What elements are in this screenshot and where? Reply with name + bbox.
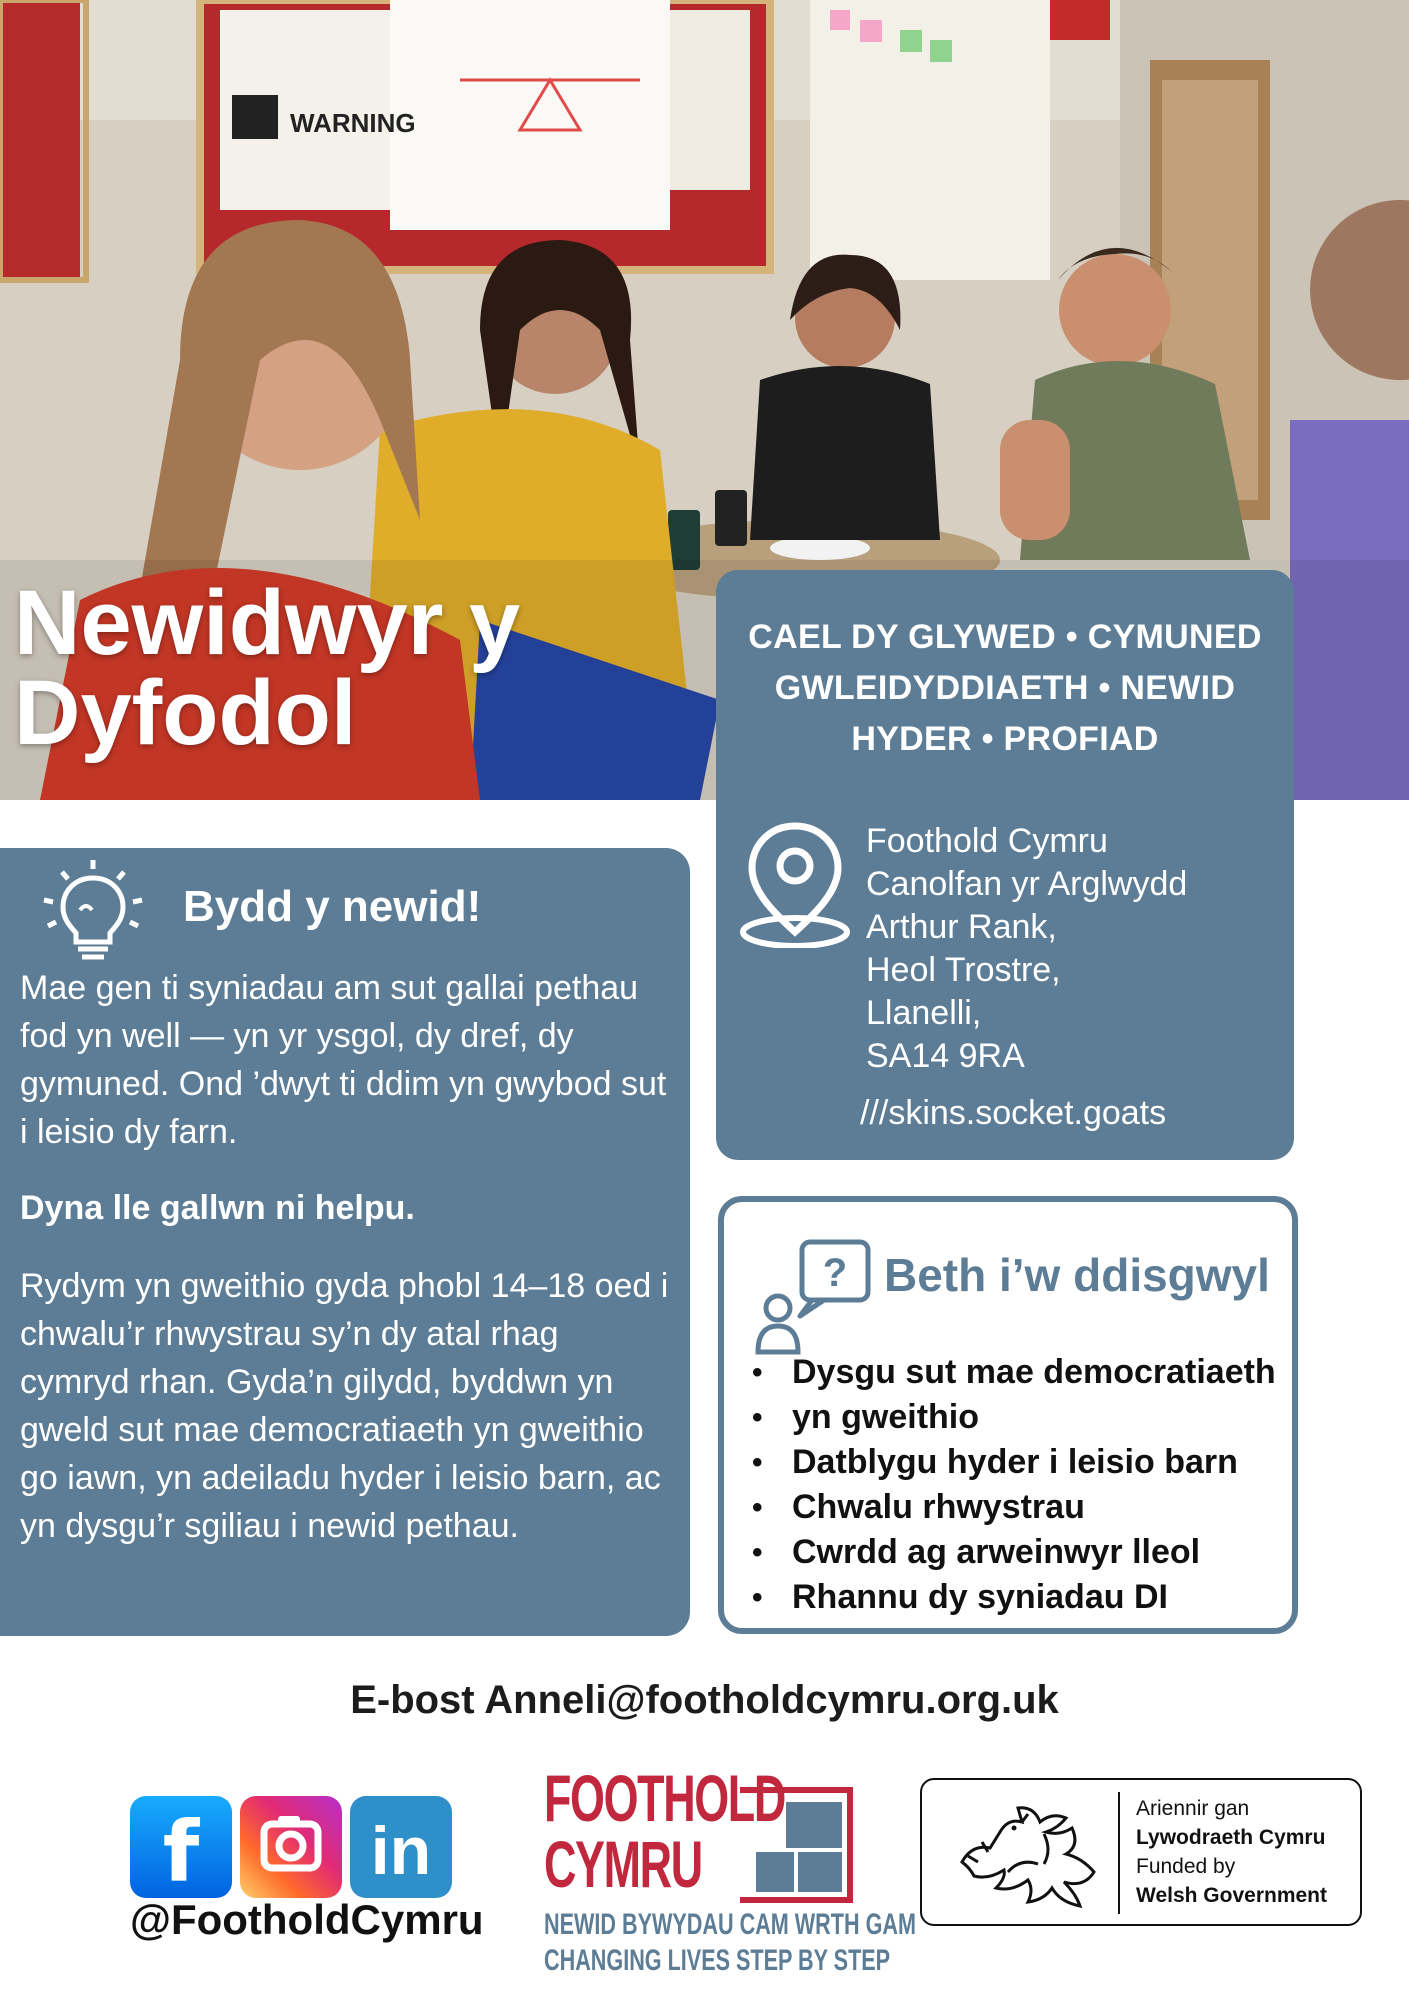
address-line: Canolfan yr Arglwydd bbox=[866, 865, 1188, 903]
address-line: Foothold Cymru bbox=[866, 822, 1108, 860]
funding-line-2: Lywodraeth Cymru bbox=[1136, 1826, 1326, 1849]
info-heading: Bydd y newid! bbox=[183, 882, 482, 931]
funding-line-1: Ariennir gan bbox=[1136, 1797, 1250, 1820]
what3words-address[interactable]: ///skins.socket.goats bbox=[860, 1094, 1167, 1132]
info-paragraph-2 bbox=[20, 1184, 670, 1232]
logo-tagline-welsh: NEWID BYWYDAU CAM WRTH GAM bbox=[544, 1908, 916, 1941]
contact-email[interactable]: E-bost Anneli@footholdcymru.org.uk bbox=[350, 1678, 1059, 1722]
info-panel bbox=[0, 848, 690, 1636]
linkedin-glyph: in bbox=[370, 1813, 432, 1889]
list-item: • Cwrdd ag arweinwyr lleol bbox=[748, 1530, 1276, 1575]
list-item: • yn gweithio bbox=[748, 1395, 1276, 1440]
funding-statement bbox=[1136, 1794, 1327, 1910]
tagline-line-1: CAEL DY GLYWED • CYMUNED bbox=[748, 618, 1262, 656]
expect-list bbox=[748, 1350, 1276, 1620]
address-line: Heol Trostre, bbox=[866, 951, 1061, 989]
svg-text:WARNING: WARNING bbox=[290, 108, 416, 138]
list-item: • Rhannu dy syniadau DI bbox=[748, 1575, 1276, 1620]
logo-tagline-english: CHANGING LIVES STEP BY STEP bbox=[544, 1944, 891, 1977]
foothold-cymru-logo bbox=[544, 1760, 916, 1990]
logo-line-2: CYMRU bbox=[544, 1827, 702, 1901]
list-item: • Datblygu hyder i leisio barn bbox=[748, 1440, 1276, 1485]
facebook-glyph: f bbox=[162, 1803, 200, 1901]
welsh-dragon-icon bbox=[948, 1792, 1108, 1916]
question-person-icon bbox=[754, 1238, 874, 1358]
tagline bbox=[716, 612, 1294, 765]
address-block bbox=[866, 820, 1187, 1078]
address-line: Arthur Rank, bbox=[866, 908, 1057, 946]
linkedin-icon[interactable] bbox=[350, 1796, 452, 1898]
logo-step-graphic bbox=[740, 1782, 864, 1906]
tagline-address-panel bbox=[716, 570, 1294, 1160]
logo-line-1: FOOTHOLD bbox=[544, 1761, 785, 1835]
welsh-government-logo bbox=[920, 1778, 1362, 1926]
facebook-icon[interactable] bbox=[130, 1796, 232, 1901]
tagline-line-2: GWLEIDYDDIAETH • NEWID bbox=[774, 669, 1236, 707]
page-title bbox=[14, 572, 521, 764]
location-pin-icon bbox=[736, 818, 854, 948]
list-item: • Dysgu sut mae democratiaeth bbox=[748, 1350, 1276, 1395]
info-paragraph-3: Rydym yn gweithio gyda phobl 14–18 oed i chwalu’r rhwystrau sy’n dy atal rhag cymryd rhan. Gyda’n gilydd, byddwn yn gweld sut mae democratiaeth yn gweithio go iawn, yn adeiladu hyder i leisio barn, ac yn dysgu’r sgiliau i newid pethau. bbox=[20, 1267, 669, 1545]
info-paragraph-1: Mae gen ti syniadau am sut gallai pethau fod yn well — yn yr ysgol, dy dref, dy gymuned. Ond ’dwyt ti ddim yn gwybod sut i leisio dy farn. bbox=[20, 969, 667, 1151]
svg-text:?: ? bbox=[822, 1251, 848, 1295]
info-paragraph-2-bold: Dyna lle gallwn ni helpu. bbox=[20, 1189, 415, 1227]
logo-divider bbox=[1118, 1792, 1120, 1914]
funding-line-4: Welsh Government bbox=[1136, 1884, 1327, 1907]
funding-line-3: Funded by bbox=[1136, 1855, 1236, 1878]
address-line: Llanelli, bbox=[866, 994, 982, 1032]
expect-box bbox=[718, 1196, 1298, 1634]
page-title-line-2: Dyfodol bbox=[14, 662, 357, 764]
page-title-line-1: Newidwyr y bbox=[14, 572, 521, 674]
tagline-line-3: HYDER • PROFIAD bbox=[851, 720, 1159, 758]
expect-heading: Beth i’w ddisgwyl bbox=[884, 1249, 1270, 1301]
lightbulb-icon bbox=[38, 856, 148, 966]
instagram-icon[interactable] bbox=[240, 1796, 342, 1898]
social-handle[interactable]: @FootholdCymru bbox=[130, 1896, 484, 1943]
instagram-glyph bbox=[240, 1796, 342, 1898]
list-item: • Chwalu rhwystrau bbox=[748, 1485, 1276, 1530]
address-line: SA14 9RA bbox=[866, 1037, 1025, 1075]
